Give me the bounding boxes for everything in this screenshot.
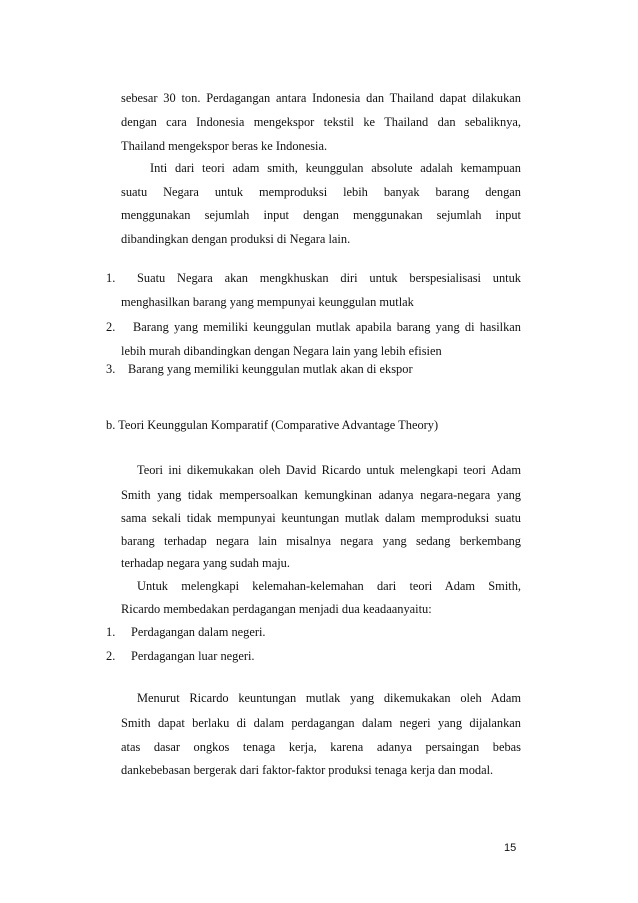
body-text-line: sama sekali tidak mempunyai keuntungan mutlak dalam memproduksi suatu [121, 511, 521, 525]
body-text-line: Ricardo membedakan perdagangan menjadi dua keadaanyaitu: [121, 602, 432, 616]
list-item: Perdagangan luar negeri. [131, 649, 255, 663]
page-number: 15 [504, 842, 517, 854]
list-item: Suatu Negara akan mengkhuskan diri untuk berspesialisasi untuk [137, 271, 521, 285]
body-text-line: Teori ini dikemukakan oleh David Ricardo untuk melengkapi teori Adam [137, 463, 521, 477]
body-text-line: Menurut Ricardo keuntungan mutlak yang dikemukakan oleh Adam [137, 691, 521, 705]
body-text-line: Inti dari teori adam smith, keunggulan absolute adalah kemampuan [150, 161, 521, 175]
list-item: Perdagangan dalam negeri. [131, 625, 266, 639]
body-text-line: dengan cara Indonesia mengekspor tekstil ke Thailand dan sebaliknya, [121, 115, 521, 129]
list-item: Barang yang memiliki keunggulan mutlak akan di ekspor [128, 362, 413, 376]
body-text-line: terhadap negara yang sudah maju. [121, 556, 290, 570]
body-text-line: Untuk melengkapi kelemahan-kelemahan dari teori Adam Smith, [137, 579, 521, 593]
body-text-line: Smith yang tidak mempersoalkan kemungkinan adanya negara-negara yang [121, 488, 521, 502]
body-text-line: Thailand mengekspor beras ke Indonesia. [121, 139, 328, 153]
body-text-line: dibandingkan dengan produksi di Negara lain. [121, 232, 351, 246]
list-number: 2. [106, 649, 116, 663]
list-item: Barang yang memiliki keunggulan mutlak apabila barang yang di hasilkan [133, 320, 521, 334]
body-text-line: sebesar 30 ton. Perdagangan antara Indonesia dan Thailand dapat dilakukan [121, 91, 521, 105]
body-text-line: menggunakan sejumlah input dengan menggunakan sejumlah input [121, 208, 521, 222]
body-text-line: atas dasar ongkos tenaga kerja, karena adanya persaingan bebas [121, 740, 521, 754]
body-text-line: suatu Negara untuk memproduksi lebih banyak barang dengan [121, 185, 521, 199]
list-number: 1. [106, 271, 116, 285]
list-number: 3. [106, 362, 116, 376]
list-number: 2. [106, 320, 116, 334]
body-text-line: dankebebasan bergerak dari faktor-faktor produksi tenaga kerja dan modal. [121, 763, 494, 777]
list-number: 1. [106, 625, 116, 639]
section-heading: b. Teori Keunggulan Komparatif (Comparative Advantage Theory) [106, 418, 439, 432]
body-text-line: barang terhadap negara lain misalnya negara yang sedang berkembang [121, 534, 521, 548]
list-item-continuation: menghasilkan barang yang mempunyai keunggulan mutlak [121, 295, 414, 309]
body-text-line: Smith dapat berlaku di dalam perdagangan dalam negeri yang dijalankan [121, 716, 521, 730]
list-item-continuation: lebih murah dibandingkan dengan Negara lain yang lebih efisien [121, 344, 442, 358]
